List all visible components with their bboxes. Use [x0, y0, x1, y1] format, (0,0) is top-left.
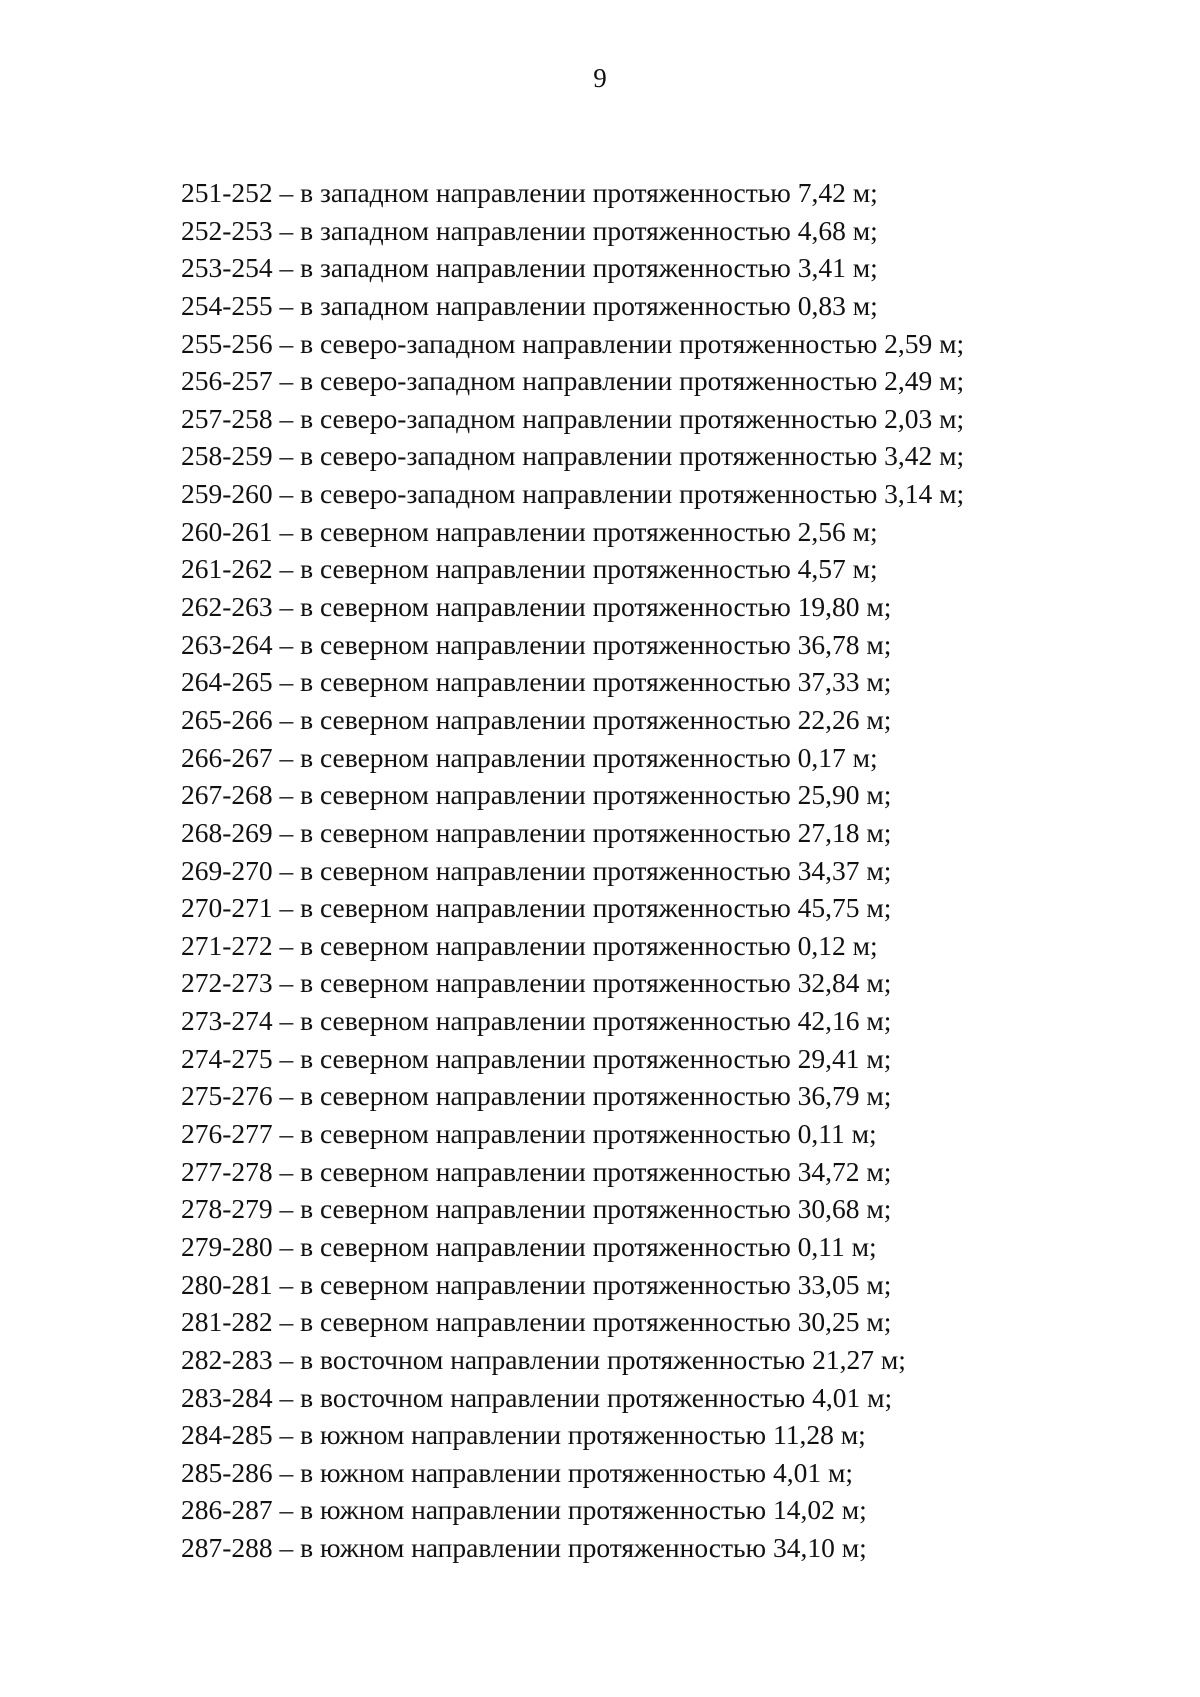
boundary-segment-line: 254-255 – в западном направлении протяженностью 0,83 м;	[181, 289, 878, 321]
boundary-segment-line: 255-256 – в северо-западном направлении протяженностью 2,59 м;	[181, 327, 965, 359]
boundary-segment-line: 284-285 – в южном направлении протяженностью 11,28 м;	[181, 1419, 866, 1451]
boundary-segment-line: 269-270 – в северном направлении протяженностью 34,37 м;	[181, 854, 892, 886]
boundary-segment-line: 280-281 – в северном направлении протяженностью 33,05 м;	[181, 1268, 892, 1300]
boundary-segment-line: 265-266 – в северном направлении протяженностью 22,26 м;	[181, 703, 892, 735]
boundary-segment-line: 271-272 – в северном направлении протяженностью 0,12 м;	[181, 929, 878, 961]
boundary-segment-line: 260-261 – в северном направлении протяженностью 2,56 м;	[181, 515, 878, 547]
boundary-segment-line: 282-283 – в восточном направлении протяженностью 21,27 м;	[181, 1343, 906, 1375]
boundary-segment-line: 279-280 – в северном направлении протяженностью 0,11 м;	[181, 1230, 877, 1262]
boundary-segment-line: 283-284 – в восточном направлении протяженностью 4,01 м;	[181, 1381, 893, 1413]
boundary-segment-line: 267-268 – в северном направлении протяженностью 25,90 м;	[181, 779, 892, 811]
boundary-segment-line: 286-287 – в южном направлении протяженностью 14,02 м;	[181, 1494, 867, 1526]
boundary-segment-line: 266-267 – в северном направлении протяженностью 0,17 м;	[181, 741, 878, 773]
boundary-segment-line: 257-258 – в северо-западном направлении протяженностью 2,03 м;	[181, 402, 965, 434]
boundary-segment-line: 259-260 – в северо-западном направлении протяженностью 3,14 м;	[181, 478, 965, 510]
boundary-segment-line: 276-277 – в северном направлении протяженностью 0,11 м;	[181, 1118, 877, 1150]
boundary-segment-line: 275-276 – в северном направлении протяженностью 36,79 м;	[181, 1080, 892, 1112]
boundary-segment-line: 263-264 – в северном направлении протяженностью 36,78 м;	[181, 628, 892, 660]
boundary-segment-line: 273-274 – в северном направлении протяженностью 42,16 м;	[181, 1005, 892, 1037]
boundary-segment-list	[181, 174, 964, 1567]
boundary-segment-line: 268-269 – в северном направлении протяженностью 27,18 м;	[181, 816, 892, 848]
boundary-segment-line: 253-254 – в западном направлении протяженностью 3,41 м;	[181, 252, 878, 284]
boundary-segment-line: 262-263 – в северном направлении протяженностью 19,80 м;	[181, 591, 892, 623]
boundary-segment-line: 252-253 – в западном направлении протяженностью 4,68 м;	[181, 214, 878, 246]
boundary-segment-line: 285-286 – в южном направлении протяженностью 4,01 м;	[181, 1456, 854, 1488]
boundary-segment-line: 281-282 – в северном направлении протяженностью 30,25 м;	[181, 1306, 892, 1338]
page-number: 9	[593, 63, 607, 93]
boundary-segment-line: 278-279 – в северном направлении протяженностью 30,68 м;	[181, 1193, 892, 1225]
boundary-segment-line: 272-273 – в северном направлении протяженностью 32,84 м;	[181, 967, 892, 999]
boundary-segment-line: 258-259 – в северо-западном направлении протяженностью 3,42 м;	[181, 440, 965, 472]
boundary-segment-line: 277-278 – в северном направлении протяженностью 34,72 м;	[181, 1155, 892, 1187]
boundary-segment-line: 287-288 – в южном направлении протяженностью 34,10 м;	[181, 1532, 867, 1564]
boundary-segment-line: 261-262 – в северном направлении протяженностью 4,57 м;	[181, 553, 878, 585]
boundary-segment-line: 274-275 – в северном направлении протяженностью 29,41 м;	[181, 1042, 892, 1074]
boundary-segment-line: 256-257 – в северо-западном направлении протяженностью 2,49 м;	[181, 365, 965, 397]
boundary-segment-line: 270-271 – в северном направлении протяженностью 45,75 м;	[181, 892, 892, 924]
boundary-segment-line: 264-265 – в северном направлении протяженностью 37,33 м;	[181, 666, 892, 698]
boundary-segment-line: 251-252 – в западном направлении протяженностью 7,42 м;	[181, 177, 878, 208]
